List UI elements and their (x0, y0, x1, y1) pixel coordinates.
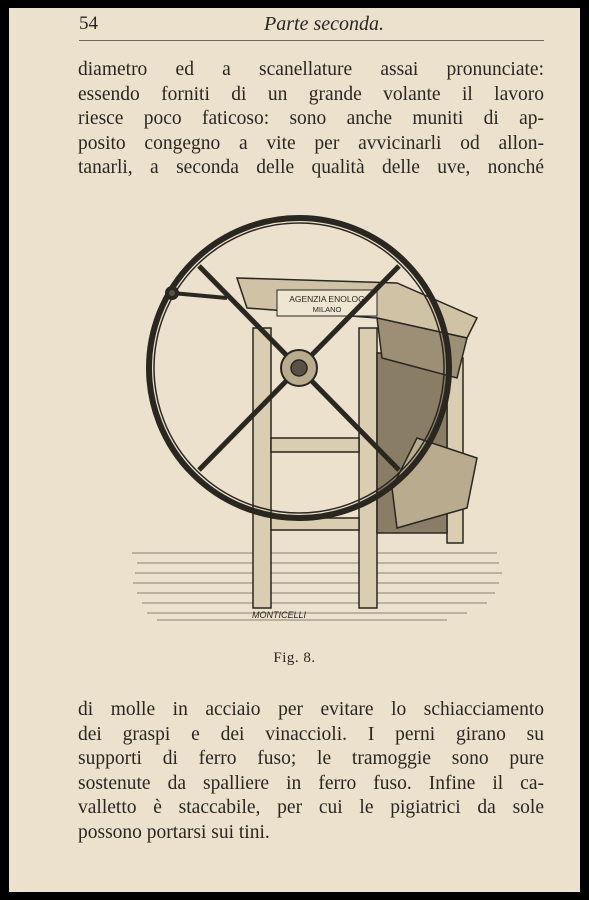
text-line: di molle in acciaio per evitare lo schiacciamento (78, 699, 544, 720)
ground-hatching (132, 553, 502, 620)
text-line: tanarli, a seconda delle qualità delle uve, nonché (78, 157, 544, 178)
engraving (127, 208, 507, 638)
text-line: posito congegno a vite per avvicinarli od allon- (78, 132, 544, 154)
book-page (9, 8, 580, 892)
text-line: sostenute da spalliere in ferro fuso. Infine il ca- (78, 772, 544, 794)
grape-crusher-illustration (127, 208, 507, 638)
page-number: 54 (79, 13, 98, 34)
text-line: valletto è staccabile, per cui le pigiatrici da sole (78, 797, 544, 818)
text-line: possono portarsi sui tini. (78, 821, 270, 843)
text-line: dei graspi e dei vinaccioli. I perni girano su (78, 723, 544, 745)
text-line: essendo forniti di un grande volante il lavoro (78, 83, 544, 105)
figure-caption: Fig. 8. (273, 650, 316, 666)
running-title: Parte seconda. (264, 13, 384, 35)
paragraph-bottom (78, 698, 544, 845)
plate-text-2: MILANO (312, 305, 342, 314)
text-line: riesce poco faticoso: sono anche muniti di ap- (78, 108, 544, 129)
text-line: supporti di ferro fuso; le tramoggie sono pure (78, 748, 544, 769)
engraver-signature: MONTICELLI (252, 610, 307, 620)
paragraph-top (78, 58, 544, 181)
plate-text-1: AGENZIA ENOLOG (289, 294, 365, 304)
crank-handle (167, 288, 227, 298)
page-header (79, 10, 544, 41)
text-line: diametro ed a scanellature assai pronunciate: (78, 59, 544, 80)
